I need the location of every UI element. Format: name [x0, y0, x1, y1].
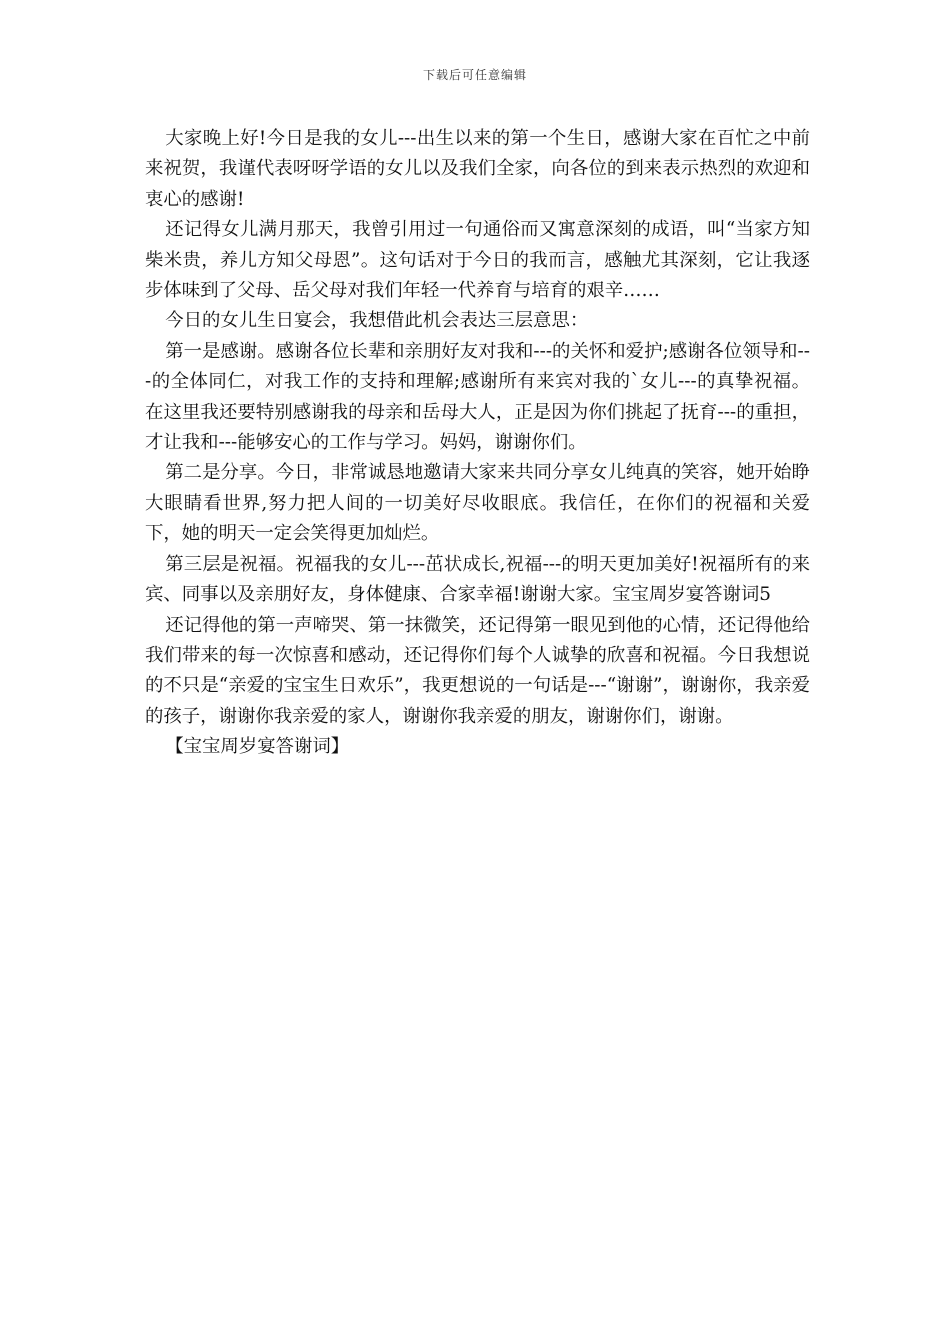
paragraph-memory: 还记得女儿满月那天，我曾引用过一句通俗而又寓意深刻的成语，叫“当家方知柴米贵，养儿方知父母恩”。这句话对于今日的我而言，感触尤其深刻，它让我逐步体味到了父母、岳父母对我们年轻一代养育与培育的艰辛……	[145, 219, 810, 302]
paragraph-greeting: 大家晚上好!今日是我的女儿---出生以来的第一个生日，感谢大家在百忙之中前来祝贺，我谨代表呀呀学语的女儿以及我们全家，向各位的到来表示热烈的欢迎和衷心的感谢!	[145, 128, 810, 210]
document-body	[145, 124, 810, 763]
paragraph-blessing: 第三层是祝福。祝福我的女儿---茁状成长,祝福---的明天更加美好!祝福所有的来宾、同事以及亲朋好友，身体健康、合家幸福!谢谢大家。宝宝周岁宴答谢词5	[145, 553, 810, 606]
paragraph-share: 第二是分享。今日，非常诚恳地邀请大家来共同分享女儿纯真的笑容，她开始睁大眼睛看世界,努力把人间的一切美好尽收眼底。我信任，在你们的祝福和关爱下，她的明天一定会笑得更加灿烂。	[145, 462, 810, 545]
paragraph-remember: 还记得他的第一声啼哭、第一抹微笑，还记得第一眼见到他的心情，还记得他给我们带来的每一次惊喜和感动，还记得你们每个人诚挚的欣喜和祝福。今日我想说的不只是“亲爱的宝宝生日欢乐”，我更想说的一句话是---“谢谢”，谢谢你，我亲爱的孩子，谢谢你我亲爱的家人，谢谢你我亲爱的朋友，谢谢你们，谢谢。	[145, 614, 810, 727]
header-note: 下载后可任意编辑	[422, 68, 527, 82]
paragraph-thanks: 第一是感谢。感谢各位长辈和亲朋好友对我和---的关怀和爱护;感谢各位领导和---的全体同仁，对我工作的支持和理解;感谢所有来宾对我的`女儿---的真挚祝福。在这里我还要特别感谢我的母亲和岳母大人，正是因为你们挑起了抚育---的重担，才让我和---能够安心的工作与学习。妈妈，谢谢你们。	[145, 340, 810, 454]
paragraph-title-tag: 【宝宝周岁宴答谢词】	[165, 736, 350, 758]
paragraph-intro: 今日的女儿生日宴会，我想借此机会表达三层意思：	[165, 310, 589, 332]
